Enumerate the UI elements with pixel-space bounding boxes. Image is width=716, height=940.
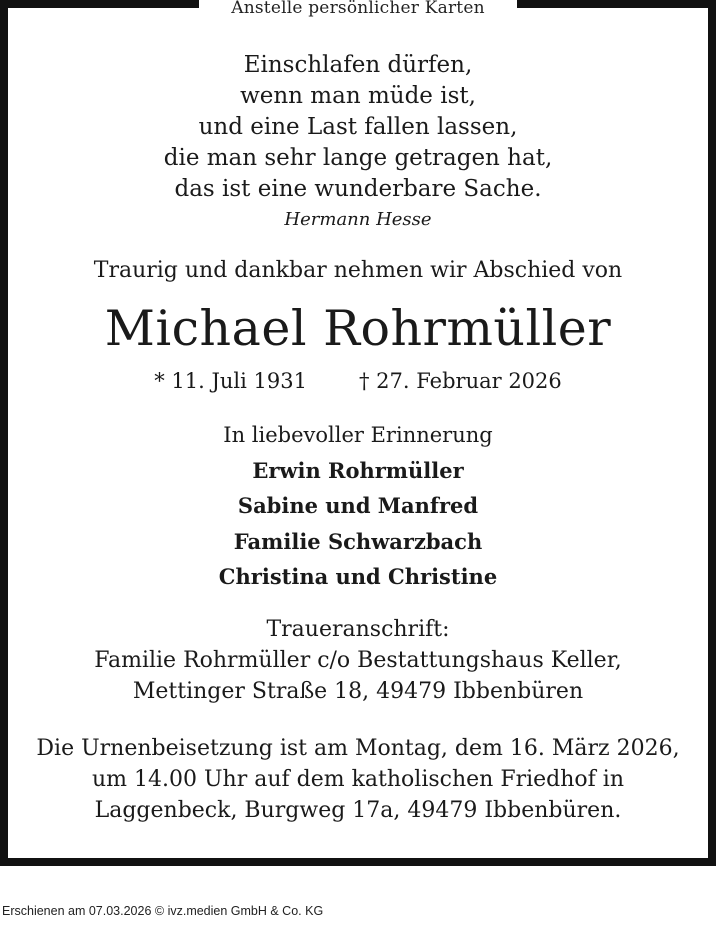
life-dates [0, 369, 716, 393]
mourner-name: Erwin Rohrmüller [252, 458, 464, 483]
poem-line: Einschlafen dürfen, [243, 52, 473, 78]
mourners-heading: In liebevoller Erinnerung [223, 423, 493, 447]
address-heading: Traueranschrift: [266, 617, 450, 642]
mourner-name: Christina und Christine [218, 564, 498, 589]
address-line: Mettinger Straße 18, 49479 Ibbenbüren [132, 679, 584, 704]
poem-line: wenn man müde ist, [240, 83, 476, 109]
poem-line: und eine Last fallen lassen, [198, 114, 518, 140]
mourner-name: Sabine und Manfred [237, 493, 479, 518]
address-line: Familie Rohrmüller c/o Bestattungshaus Keller, [94, 648, 622, 673]
header-label: Anstelle persönlicher Karten [231, 0, 485, 18]
poem-line: das ist eine wunderbare Sache. [174, 176, 542, 202]
deceased-name: Michael Rohrmüller [104, 300, 612, 357]
publication-footer: Erschienen am 07.03.2026 © ivz.medien GmbH & Co. KG [2, 904, 324, 918]
death-date: † 27. Februar 2026 [358, 369, 562, 393]
birth-date: * 11. Juli 1931 [154, 369, 307, 393]
poem-author: Hermann Hesse [284, 209, 432, 230]
intro-text: Traurig und dankbar nehmen wir Abschied von [93, 258, 623, 283]
mourner-name: Familie Schwarzbach [233, 529, 483, 554]
burial-line: Die Urnenbeisetzung ist am Montag, dem 16. März 2026, [36, 736, 680, 761]
burial-line: um 14.00 Uhr auf dem katholischen Friedhof in [91, 767, 624, 792]
burial-line: Laggenbeck, Burgweg 17a, 49479 Ibbenbüren. [94, 798, 622, 823]
frame-top-right-bar [517, 0, 716, 8]
poem-line: die man sehr lange getragen hat, [163, 145, 553, 171]
frame-top-left-bar [0, 0, 199, 8]
